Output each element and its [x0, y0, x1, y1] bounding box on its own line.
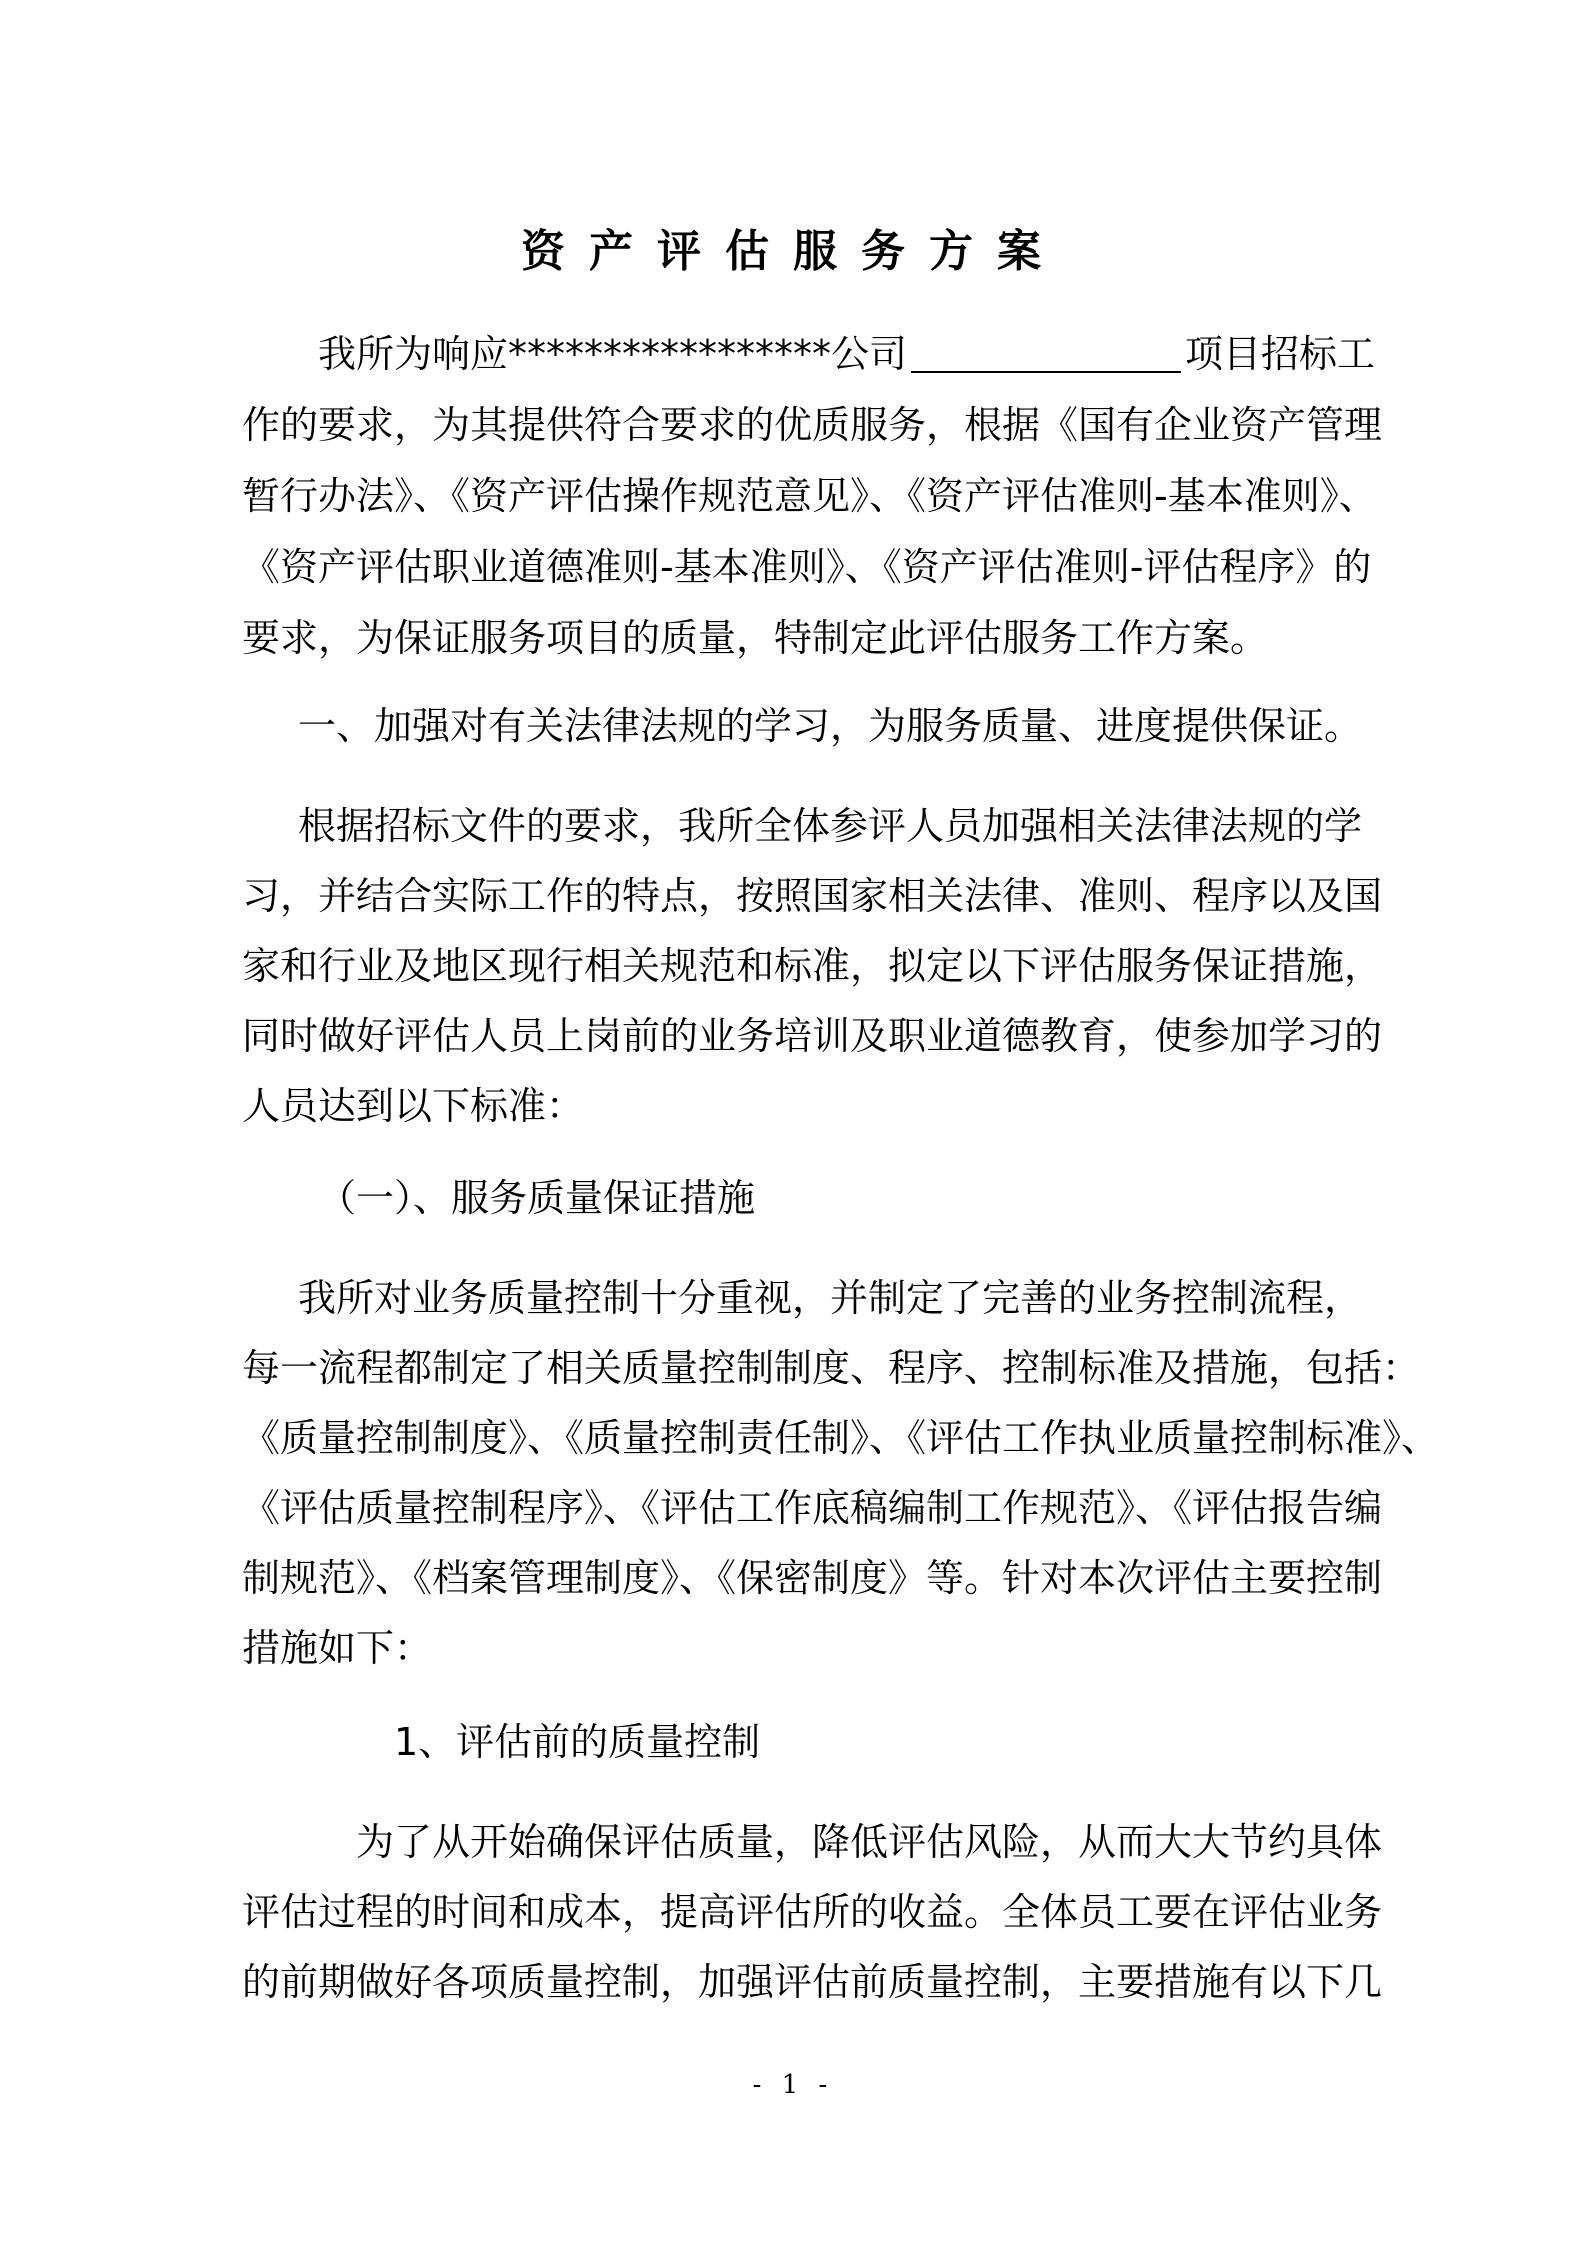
subsection-1-line-2: 每一流程都制定了相关质量控制制度、程序、控制标准及措施，包括： — [242, 1346, 1421, 1390]
item-1-line-1: 为了从开始确保评估质量，降低评估风险，从而大大节约具体 — [356, 1820, 1383, 1864]
page-number: - 1 - — [752, 2070, 834, 2100]
intro-line-5: 要求，为保证服务项目的质量，特制定此评估服务工作方案。 — [242, 616, 1269, 660]
subsection-1-line-1: 我所对业务质量控制十分重视，并制定了完善的业务控制流程， — [298, 1276, 1363, 1320]
section-1-line-3: 家和行业及地区现行相关规范和标准，拟定以下评估服务保证措施， — [242, 944, 1383, 988]
project-name-blank — [911, 331, 1181, 373]
subsection-1-heading: （一）、服务质量保证措施 — [318, 1176, 756, 1220]
intro-line-1-start: 我所为响应*****************公司 — [318, 332, 908, 376]
subsection-1-line-6: 措施如下： — [242, 1626, 433, 1670]
section-1-line-5: 人员达到以下标准： — [242, 1084, 585, 1128]
subsection-1-line-5: 制规范》、《档案管理制度》、《保密制度》等。针对本次评估主要控制 — [242, 1556, 1383, 1600]
section-1-line-4: 同时做好评估人员上岗前的业务培训及职业道德教育，使参加学习的 — [242, 1014, 1383, 1058]
subsection-1-line-4: 《评估质量控制程序》、《评估工作底稿编制工作规范》、《评估报告编 — [242, 1486, 1383, 1530]
intro-line-1-end: 项目招标工 — [1185, 332, 1376, 376]
item-1-heading: 1、评估前的质量控制 — [394, 1720, 761, 1764]
subsection-1-line-3: 《质量控制制度》、《质量控制责任制》、《评估工作执业质量控制标准》、 — [242, 1416, 1440, 1460]
item-1-line-2: 评估过程的时间和成本，提高评估所的收益。全体员工要在评估业务 — [242, 1890, 1383, 1934]
section-1-line-2: 习，并结合实际工作的特点，按照国家相关法律、准则、程序以及国 — [242, 874, 1383, 918]
intro-line-2: 作的要求，为其提供符合要求的优质服务，根据《国有企业资产管理 — [242, 403, 1383, 447]
intro-line-4: 《资产评估职业道德准则-基本准则》、《资产评估准则-评估程序》的 — [242, 545, 1372, 589]
section-1-line-1: 根据招标文件的要求，我所全体参评人员加强相关法律法规的学 — [298, 804, 1363, 848]
intro-line-1 — [318, 328, 1376, 380]
section-1-heading: 一、加强对有关法律法规的学习，为服务质量、进度提供保证。 — [298, 704, 1363, 748]
page-title: 资产评估服务方案 — [521, 226, 1065, 277]
item-1-line-3: 的前期做好各项质量控制，加强评估前质量控制，主要措施有以下几 — [242, 1960, 1383, 2004]
intro-line-3: 暂行办法》、《资产评估操作规范意见》、《资产评估准则-基本准则》、 — [242, 474, 1377, 518]
